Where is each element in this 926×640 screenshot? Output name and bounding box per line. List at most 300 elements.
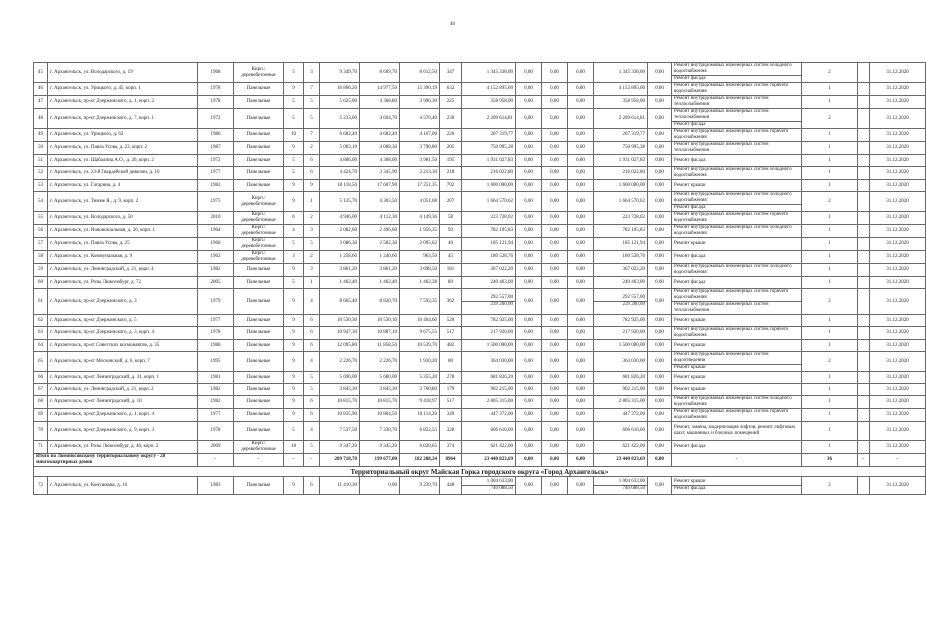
total-premises-area: 199 677,00 xyxy=(360,454,400,467)
table-row xyxy=(34,264,926,277)
row-number: 61 xyxy=(34,289,48,315)
specific-cost-cell: 0,00 xyxy=(648,180,672,192)
works-count-cell: 1 xyxy=(802,441,858,454)
cost-cell-line: 740 088,50 xyxy=(462,485,515,492)
works-cell-line: Ремонт крыши xyxy=(674,374,706,380)
works-cell xyxy=(672,340,802,352)
entrances-cell: 1 xyxy=(304,277,320,289)
year-cell: 1983 xyxy=(198,477,234,495)
address-cell: г. Архангельск, ул. Шабалина А.О., д. 26, корп. 2 xyxy=(48,155,198,167)
premises-area-cell: 1 462,40 xyxy=(360,277,400,289)
local-budget-cell: 0,00 xyxy=(568,441,594,454)
year-cell: 1962 xyxy=(198,251,234,264)
residents-cell: 226 xyxy=(440,129,462,142)
address-cell: г. Архангельск, пр-кт Дзержинского, д. 3, корп. 4 xyxy=(48,327,198,340)
deadline-cell: 31.12.2020 xyxy=(870,340,926,352)
specific-cost-cell: 0,00 xyxy=(648,340,672,352)
specific-cost-cell: 0,00 xyxy=(648,477,672,495)
wall-material-cell: Панельные xyxy=(234,422,284,441)
works-count-cell: 2 xyxy=(802,289,858,315)
specific-cost-cell: 0,00 xyxy=(648,327,672,340)
year-cell: 2005 xyxy=(198,277,234,289)
deadline-cell: 31.12.2020 xyxy=(870,212,926,225)
cost-cell: 606 610,00 xyxy=(462,422,516,441)
total-regional: 0,00 xyxy=(542,454,568,467)
wall-material-cell: Панельные xyxy=(234,352,284,372)
table-row xyxy=(34,83,926,96)
entrances-cell: 5 xyxy=(304,96,320,109)
address-cell: г. Архангельск, пр-кт Дзержинского, д. 5 xyxy=(48,315,198,327)
works-cell-line: Ремонт крыши xyxy=(674,317,706,323)
works-cell-line: Ремонт внутридомовых инженерных систем холодного водоснабжения xyxy=(674,225,792,236)
blank-cell xyxy=(858,96,870,109)
owners-funds-cell: 1 345 338,00 xyxy=(594,63,648,83)
works-cell-line: Ремонт внутридомовых инженерных систем горячего водоснабжения xyxy=(674,327,789,338)
entrances-cell: 3 xyxy=(304,225,320,238)
residents-cell: 347 xyxy=(440,63,462,83)
cost-cell: 782 195,83 xyxy=(462,225,516,238)
works-cell xyxy=(672,167,802,180)
residents-cell: 328 xyxy=(440,422,462,441)
regional-budget-cell: 0,00 xyxy=(542,396,568,409)
year-cell: 1978 xyxy=(198,96,234,109)
total-area-cell: 2 082,60 xyxy=(320,225,360,238)
floors-cell: 10 xyxy=(284,129,304,142)
address-cell: г. Архангельск, ул. Павла Усова, д. 23, корп. 2 xyxy=(48,142,198,155)
premises-area-cell: 10 530,10 xyxy=(360,315,400,327)
housing-repair-table xyxy=(33,62,909,495)
entrances-cell: 2 xyxy=(304,142,320,155)
blank-cell xyxy=(858,277,870,289)
wall-material-cell: Панельные xyxy=(234,129,284,142)
owners-funds-cell: 782 925,00 xyxy=(594,315,648,327)
blank-cell xyxy=(858,396,870,409)
residential-area-cell: 2 095,62 xyxy=(400,238,440,251)
works-cell xyxy=(672,155,802,167)
total-area-cell: 11 410,30 xyxy=(320,477,360,495)
fund-cell: 0,00 xyxy=(516,155,542,167)
works-count-cell: 1 xyxy=(802,167,858,180)
residents-cell: 278 xyxy=(440,372,462,384)
entrances-cell: 6 xyxy=(304,327,320,340)
year-cell: 1964 xyxy=(198,225,234,238)
works-cell xyxy=(672,63,802,83)
address-cell: г. Архангельск, пр-кт Дзержинского, д. 3 xyxy=(48,289,198,315)
floors-cell: 9 xyxy=(284,83,304,96)
row-number: 69 xyxy=(34,409,48,422)
entrances-cell: 5 xyxy=(304,372,320,384)
regional-budget-cell: 0,00 xyxy=(542,441,568,454)
premises-area-cell: 5 680,00 xyxy=(360,372,400,384)
cost-cell: 447 372,00 xyxy=(462,409,516,422)
wall-material-cell: Кирп./ деревобетонные xyxy=(234,251,284,264)
regional-budget-cell: 0,00 xyxy=(542,264,568,277)
local-budget-cell: 0,00 xyxy=(568,180,594,192)
fund-cell: 0,00 xyxy=(516,192,542,212)
cost-cell: 240 463,00 xyxy=(462,277,516,289)
regional-budget-cell: 0,00 xyxy=(542,109,568,129)
total-area-cell: 1 462,40 xyxy=(320,277,360,289)
blank-cell xyxy=(858,192,870,212)
local-budget-cell: 0,00 xyxy=(568,327,594,340)
deadline-cell: 31.12.2020 xyxy=(870,167,926,180)
row-number: 65 xyxy=(34,352,48,372)
floors-cell: 9 xyxy=(284,180,304,192)
premises-area-cell: 4 368,80 xyxy=(360,96,400,109)
works-cell-line: Ремонт внутридомовых инженерных систем горячего водоснабжения xyxy=(674,409,789,420)
blank-cell xyxy=(858,129,870,142)
total-works-count: 36 xyxy=(802,454,858,467)
local-budget-cell: 0,00 xyxy=(568,384,594,396)
works-cell-line: Ремонт внутридомовых инженерных систем теплоснабжения xyxy=(674,96,769,107)
local-budget-cell: 0,00 xyxy=(568,340,594,352)
wall-material-cell: Панельные xyxy=(234,142,284,155)
residential-area-cell: 10 464,60 xyxy=(400,315,440,327)
premises-area-cell: 3 861,20 xyxy=(360,264,400,277)
table-row xyxy=(34,63,926,83)
local-budget-cell: 0,00 xyxy=(568,264,594,277)
fund-cell: 0,00 xyxy=(516,238,542,251)
blank-cell xyxy=(858,441,870,454)
residents-cell: 89 xyxy=(440,277,462,289)
works-count-cell: 1 xyxy=(802,129,858,142)
deadline-cell: 31.12.2020 xyxy=(870,277,926,289)
local-budget-cell: 0,00 xyxy=(568,251,594,264)
works-cell-line: Ремонт внутридомовых инженерных систем холодного водоснабжения xyxy=(674,396,792,407)
wall-material-cell: Панельные xyxy=(234,477,284,495)
row-number: 54 xyxy=(34,192,48,212)
fund-cell: 0,00 xyxy=(516,251,542,264)
address-cell: г. Архангельск, ул. Урицкого, д. 62 xyxy=(48,129,198,142)
works-count-cell: 1 xyxy=(802,212,858,225)
residential-area-cell: 17 251,35 xyxy=(400,180,440,192)
year-cell: 1982 xyxy=(198,264,234,277)
deadline-cell: 31.12.2020 xyxy=(870,352,926,372)
works-cell-line: Ремонт фасада xyxy=(672,75,801,82)
blank-cell xyxy=(858,63,870,83)
total-area-cell: 12 095,80 xyxy=(320,340,360,352)
works-count-cell: 1 xyxy=(802,422,858,441)
table-row xyxy=(34,142,926,155)
local-budget-cell: 0,00 xyxy=(568,167,594,180)
row-number: 53 xyxy=(34,180,48,192)
blank-cell xyxy=(858,327,870,340)
year-cell: 1975 xyxy=(198,192,234,212)
blank-cell xyxy=(858,212,870,225)
wall-material-cell: Кирп./ деревобетонные xyxy=(234,212,284,225)
owners-funds-cell: 902 215,00 xyxy=(594,384,648,396)
table-row xyxy=(34,315,926,327)
address-cell: г. Архангельск, пр-кт Дзержинского, д. 1, корп. 2 xyxy=(48,96,198,109)
regional-budget-cell: 0,00 xyxy=(542,212,568,225)
section-header-row xyxy=(34,467,926,477)
blank-cell xyxy=(858,251,870,264)
table-row xyxy=(34,180,926,192)
specific-cost-cell: 0,00 xyxy=(648,422,672,441)
address-cell: г. Архангельск, ул. Розы Люксембург, д. 46, корп. 2 xyxy=(48,441,198,454)
works-cell xyxy=(672,477,802,495)
cost-cell xyxy=(462,477,516,495)
floors-cell: 3 xyxy=(284,251,304,264)
regional-budget-cell: 0,00 xyxy=(542,238,568,251)
regional-budget-cell: 0,00 xyxy=(542,180,568,192)
deadline-cell: 31.12.2020 xyxy=(870,409,926,422)
residents-cell: 58 xyxy=(440,212,462,225)
works-cell-line: Ремонт фасада xyxy=(674,254,706,259)
address-cell: г. Архангельск, пр-кт Ленинградский, д. 31, корп. 1 xyxy=(48,372,198,384)
residential-area-cell: 15 390,19 xyxy=(400,83,440,96)
fund-cell: 0,00 xyxy=(516,289,542,315)
table-row xyxy=(34,422,926,441)
total-owners: 23 440 823,69 xyxy=(594,454,648,467)
row-number: 45 xyxy=(34,63,48,83)
regional-budget-cell: 0,00 xyxy=(542,83,568,96)
residents-cell: 45 xyxy=(440,251,462,264)
residential-area-cell: 4 570,40 xyxy=(400,109,440,129)
row-number: 66 xyxy=(34,372,48,384)
floors-cell: 5 xyxy=(284,96,304,109)
works-cell-line: Ремонт внутридомовых инженерных систем теплоснабжения xyxy=(674,142,769,153)
regional-budget-cell: 0,00 xyxy=(542,409,568,422)
works-cell xyxy=(672,142,802,155)
total-dash: - xyxy=(304,454,320,467)
page-number: 40 xyxy=(450,22,455,27)
address-cell: г. Архангельск, пр-кт Ленинградский, д. 10 xyxy=(48,396,198,409)
fund-cell: 0,00 xyxy=(516,63,542,83)
local-budget-cell: 0,00 xyxy=(568,142,594,155)
year-cell: 1982 xyxy=(198,396,234,409)
deadline-cell: 31.12.2020 xyxy=(870,264,926,277)
total-area-cell: 8 665,40 xyxy=(320,289,360,315)
table-row xyxy=(34,372,926,384)
deadline-cell: 31.12.2020 xyxy=(870,251,926,264)
owners-funds-cell: 1 664 570,62 xyxy=(594,192,648,212)
cost-cell: 185 121,94 xyxy=(462,238,516,251)
cost-cell xyxy=(462,289,516,315)
blank-cell xyxy=(858,83,870,96)
row-number: 57 xyxy=(34,238,48,251)
total-area-cell: 4 424,70 xyxy=(320,167,360,180)
fund-cell: 0,00 xyxy=(516,340,542,352)
owners-funds-cell: 2 805 315,00 xyxy=(594,396,648,409)
floors-cell: 9 xyxy=(284,327,304,340)
residential-area-cell: 4 051,68 xyxy=(400,192,440,212)
regional-budget-cell: 0,00 xyxy=(542,384,568,396)
total-dash: - xyxy=(870,454,926,467)
year-cell: 2009 xyxy=(198,441,234,454)
owners-funds-cell: 447 372,00 xyxy=(594,409,648,422)
row-number: 60 xyxy=(34,277,48,289)
works-cell-line: Ремонт внутридомовых инженерных систем горячего водоснабжения xyxy=(674,129,789,140)
cost-cell: 2 805 315,00 xyxy=(462,396,516,409)
total-dash: - xyxy=(234,454,284,467)
works-cell xyxy=(672,372,802,384)
works-count-cell: 2 xyxy=(802,192,858,212)
residential-area-cell: 10 539,70 xyxy=(400,340,440,352)
blank-cell xyxy=(858,142,870,155)
fund-cell: 0,00 xyxy=(516,96,542,109)
regional-budget-cell: 0,00 xyxy=(542,192,568,212)
row-number: 70 xyxy=(34,422,48,441)
table-row xyxy=(34,477,926,495)
owners-funds-cell: 217 920,00 xyxy=(594,327,648,340)
local-budget-cell: 0,00 xyxy=(568,352,594,372)
works-cell xyxy=(672,409,802,422)
local-budget-cell: 0,00 xyxy=(568,422,594,441)
address-cell: г. Архангельск, ул. Коммунальная, д. 9 xyxy=(48,251,198,264)
entrances-cell: 7 xyxy=(304,129,320,142)
specific-cost-cell: 0,00 xyxy=(648,129,672,142)
fund-cell: 0,00 xyxy=(516,225,542,238)
floors-cell: 9 xyxy=(284,352,304,372)
residents-cell: 218 xyxy=(440,167,462,180)
owners-funds-cell: 207 319,77 xyxy=(594,129,648,142)
blank-cell xyxy=(858,264,870,277)
total-dash: - xyxy=(198,454,234,467)
total-area-cell: 5 003,10 xyxy=(320,142,360,155)
total-area-cell: 5 233,00 xyxy=(320,109,360,129)
residential-area-cell: 9 675,55 xyxy=(400,327,440,340)
row-number: 51 xyxy=(34,155,48,167)
deadline-cell: 31.12.2020 xyxy=(870,155,926,167)
works-cell xyxy=(672,315,802,327)
local-budget-cell: 0,00 xyxy=(568,96,594,109)
row-number: 68 xyxy=(34,396,48,409)
regional-budget-cell: 0,00 xyxy=(542,327,568,340)
residents-cell: 517 xyxy=(440,396,462,409)
fund-cell: 0,00 xyxy=(516,384,542,396)
local-budget-cell: 0,00 xyxy=(568,372,594,384)
works-cell xyxy=(672,180,802,192)
works-count-cell: 1 xyxy=(802,83,858,96)
floors-cell: 5 xyxy=(284,155,304,167)
residential-area-cell: 7 592,35 xyxy=(400,289,440,315)
deadline-cell: 31.12.2020 xyxy=(870,384,926,396)
owners-funds-cell: 185 121,94 xyxy=(594,238,648,251)
regional-budget-cell: 0,00 xyxy=(542,63,568,83)
floors-cell: 9 xyxy=(284,396,304,409)
owners-funds-cell-line: 740 088,50 xyxy=(594,485,647,492)
table-row xyxy=(34,409,926,422)
blank-cell xyxy=(858,167,870,180)
premises-area-cell: 9 345,20 xyxy=(360,441,400,454)
specific-cost-cell: 0,00 xyxy=(648,409,672,422)
entrances-cell: 2 xyxy=(304,212,320,225)
table-row xyxy=(34,109,926,129)
residential-area-cell: 9 239,70 xyxy=(400,477,440,495)
total-area-cell: 5 625,00 xyxy=(320,96,360,109)
year-cell: 1978 xyxy=(198,327,234,340)
owners-funds-cell: 681 826,20 xyxy=(594,372,648,384)
address-cell: г. Архангельск, ул. 23-й Гвардейской дивизии, д. 10 xyxy=(48,167,198,180)
owners-funds-cell: 4 152 895,00 xyxy=(594,83,648,96)
fund-cell: 0,00 xyxy=(516,277,542,289)
total-area: 209 718,70 xyxy=(320,454,360,467)
cost-cell-line: 1 004 633,00 xyxy=(486,479,513,484)
total-dash: - xyxy=(858,454,870,467)
year-cell: 1987 xyxy=(198,142,234,155)
regional-budget-cell: 0,00 xyxy=(542,340,568,352)
works-cell xyxy=(672,251,802,264)
entrances-cell: 6 xyxy=(304,477,320,495)
premises-area-cell: 7 330,70 xyxy=(360,422,400,441)
entrances-cell: 5 xyxy=(304,384,320,396)
blank-cell xyxy=(858,422,870,441)
table-row xyxy=(34,396,926,409)
owners-funds-cell-line: 1 004 633,00 xyxy=(618,479,645,484)
residents-cell: 93 xyxy=(440,225,462,238)
works-cell xyxy=(672,192,802,212)
works-cell xyxy=(672,352,802,372)
year-cell: 1995 xyxy=(198,352,234,372)
specific-cost-cell: 0,00 xyxy=(648,142,672,155)
owners-funds-cell: 367 022,20 xyxy=(594,264,648,277)
deadline-cell: 31.12.2020 xyxy=(870,372,926,384)
fund-cell: 0,00 xyxy=(516,264,542,277)
blank-cell xyxy=(858,340,870,352)
blank-cell xyxy=(858,238,870,251)
works-count-cell: 1 xyxy=(802,264,858,277)
residents-cell: 207 xyxy=(440,192,462,212)
total-fund: 0,00 xyxy=(516,454,542,467)
entrances-cell: 4 xyxy=(304,422,320,441)
residential-area-cell: 963,50 xyxy=(400,251,440,264)
row-number: 71 xyxy=(34,441,48,454)
address-cell: г. Архангельск, пр-кт Советских космонавтов, д. 35 xyxy=(48,340,198,352)
works-cell xyxy=(672,277,802,289)
year-cell: 1968 xyxy=(198,63,234,83)
year-cell: 2010 xyxy=(198,212,234,225)
blank-cell xyxy=(858,384,870,396)
works-cell xyxy=(672,396,802,409)
specific-cost-cell: 0,00 xyxy=(648,63,672,83)
floors-cell: 9 xyxy=(284,289,304,315)
fund-cell: 0,00 xyxy=(516,441,542,454)
floors-cell: 9 xyxy=(284,409,304,422)
works-count-cell: 1 xyxy=(802,238,858,251)
wall-material-cell: Панельные xyxy=(234,277,284,289)
works-count-cell: 1 xyxy=(802,142,858,155)
regional-budget-cell: 0,00 xyxy=(542,422,568,441)
table-row xyxy=(34,155,926,167)
specific-cost-cell: 0,00 xyxy=(648,384,672,396)
regional-budget-cell: 0,00 xyxy=(542,277,568,289)
residents-cell: 349 xyxy=(440,409,462,422)
residents-cell: 520 xyxy=(440,315,462,327)
deadline-cell: 31.12.2020 xyxy=(870,238,926,251)
deadline-cell: 31.12.2020 xyxy=(870,225,926,238)
total-area-cell: 4 946,00 xyxy=(320,212,360,225)
works-cell-line: Ремонт внутридомовых инженерных систем холодного водоснабжения xyxy=(674,264,792,275)
deadline-cell: 31.12.2020 xyxy=(870,63,926,83)
total-residents: 8964 xyxy=(440,454,462,467)
total-area-cell: 7 537,50 xyxy=(320,422,360,441)
local-budget-cell: 0,00 xyxy=(568,109,594,129)
deadline-cell: 31.12.2020 xyxy=(870,180,926,192)
wall-material-cell: Панельные xyxy=(234,340,284,352)
cost-cell: 2 209 614,81 xyxy=(462,109,516,129)
works-count-cell: 1 xyxy=(802,384,858,396)
total-area-cell: 10 947,30 xyxy=(320,327,360,340)
deadline-cell: 31.12.2020 xyxy=(870,109,926,129)
works-count-cell: 2 xyxy=(802,109,858,129)
works-cell-line: Ремонт внутридомовых инженерных систем теплоснабжения xyxy=(674,109,769,120)
works-cell-line: Ремонт крыши xyxy=(674,241,706,246)
residents-cell: 230 xyxy=(440,109,462,129)
year-cell: 1982 xyxy=(198,384,234,396)
deadline-cell: 31.12.2020 xyxy=(870,96,926,109)
regional-budget-cell: 0,00 xyxy=(542,352,568,372)
